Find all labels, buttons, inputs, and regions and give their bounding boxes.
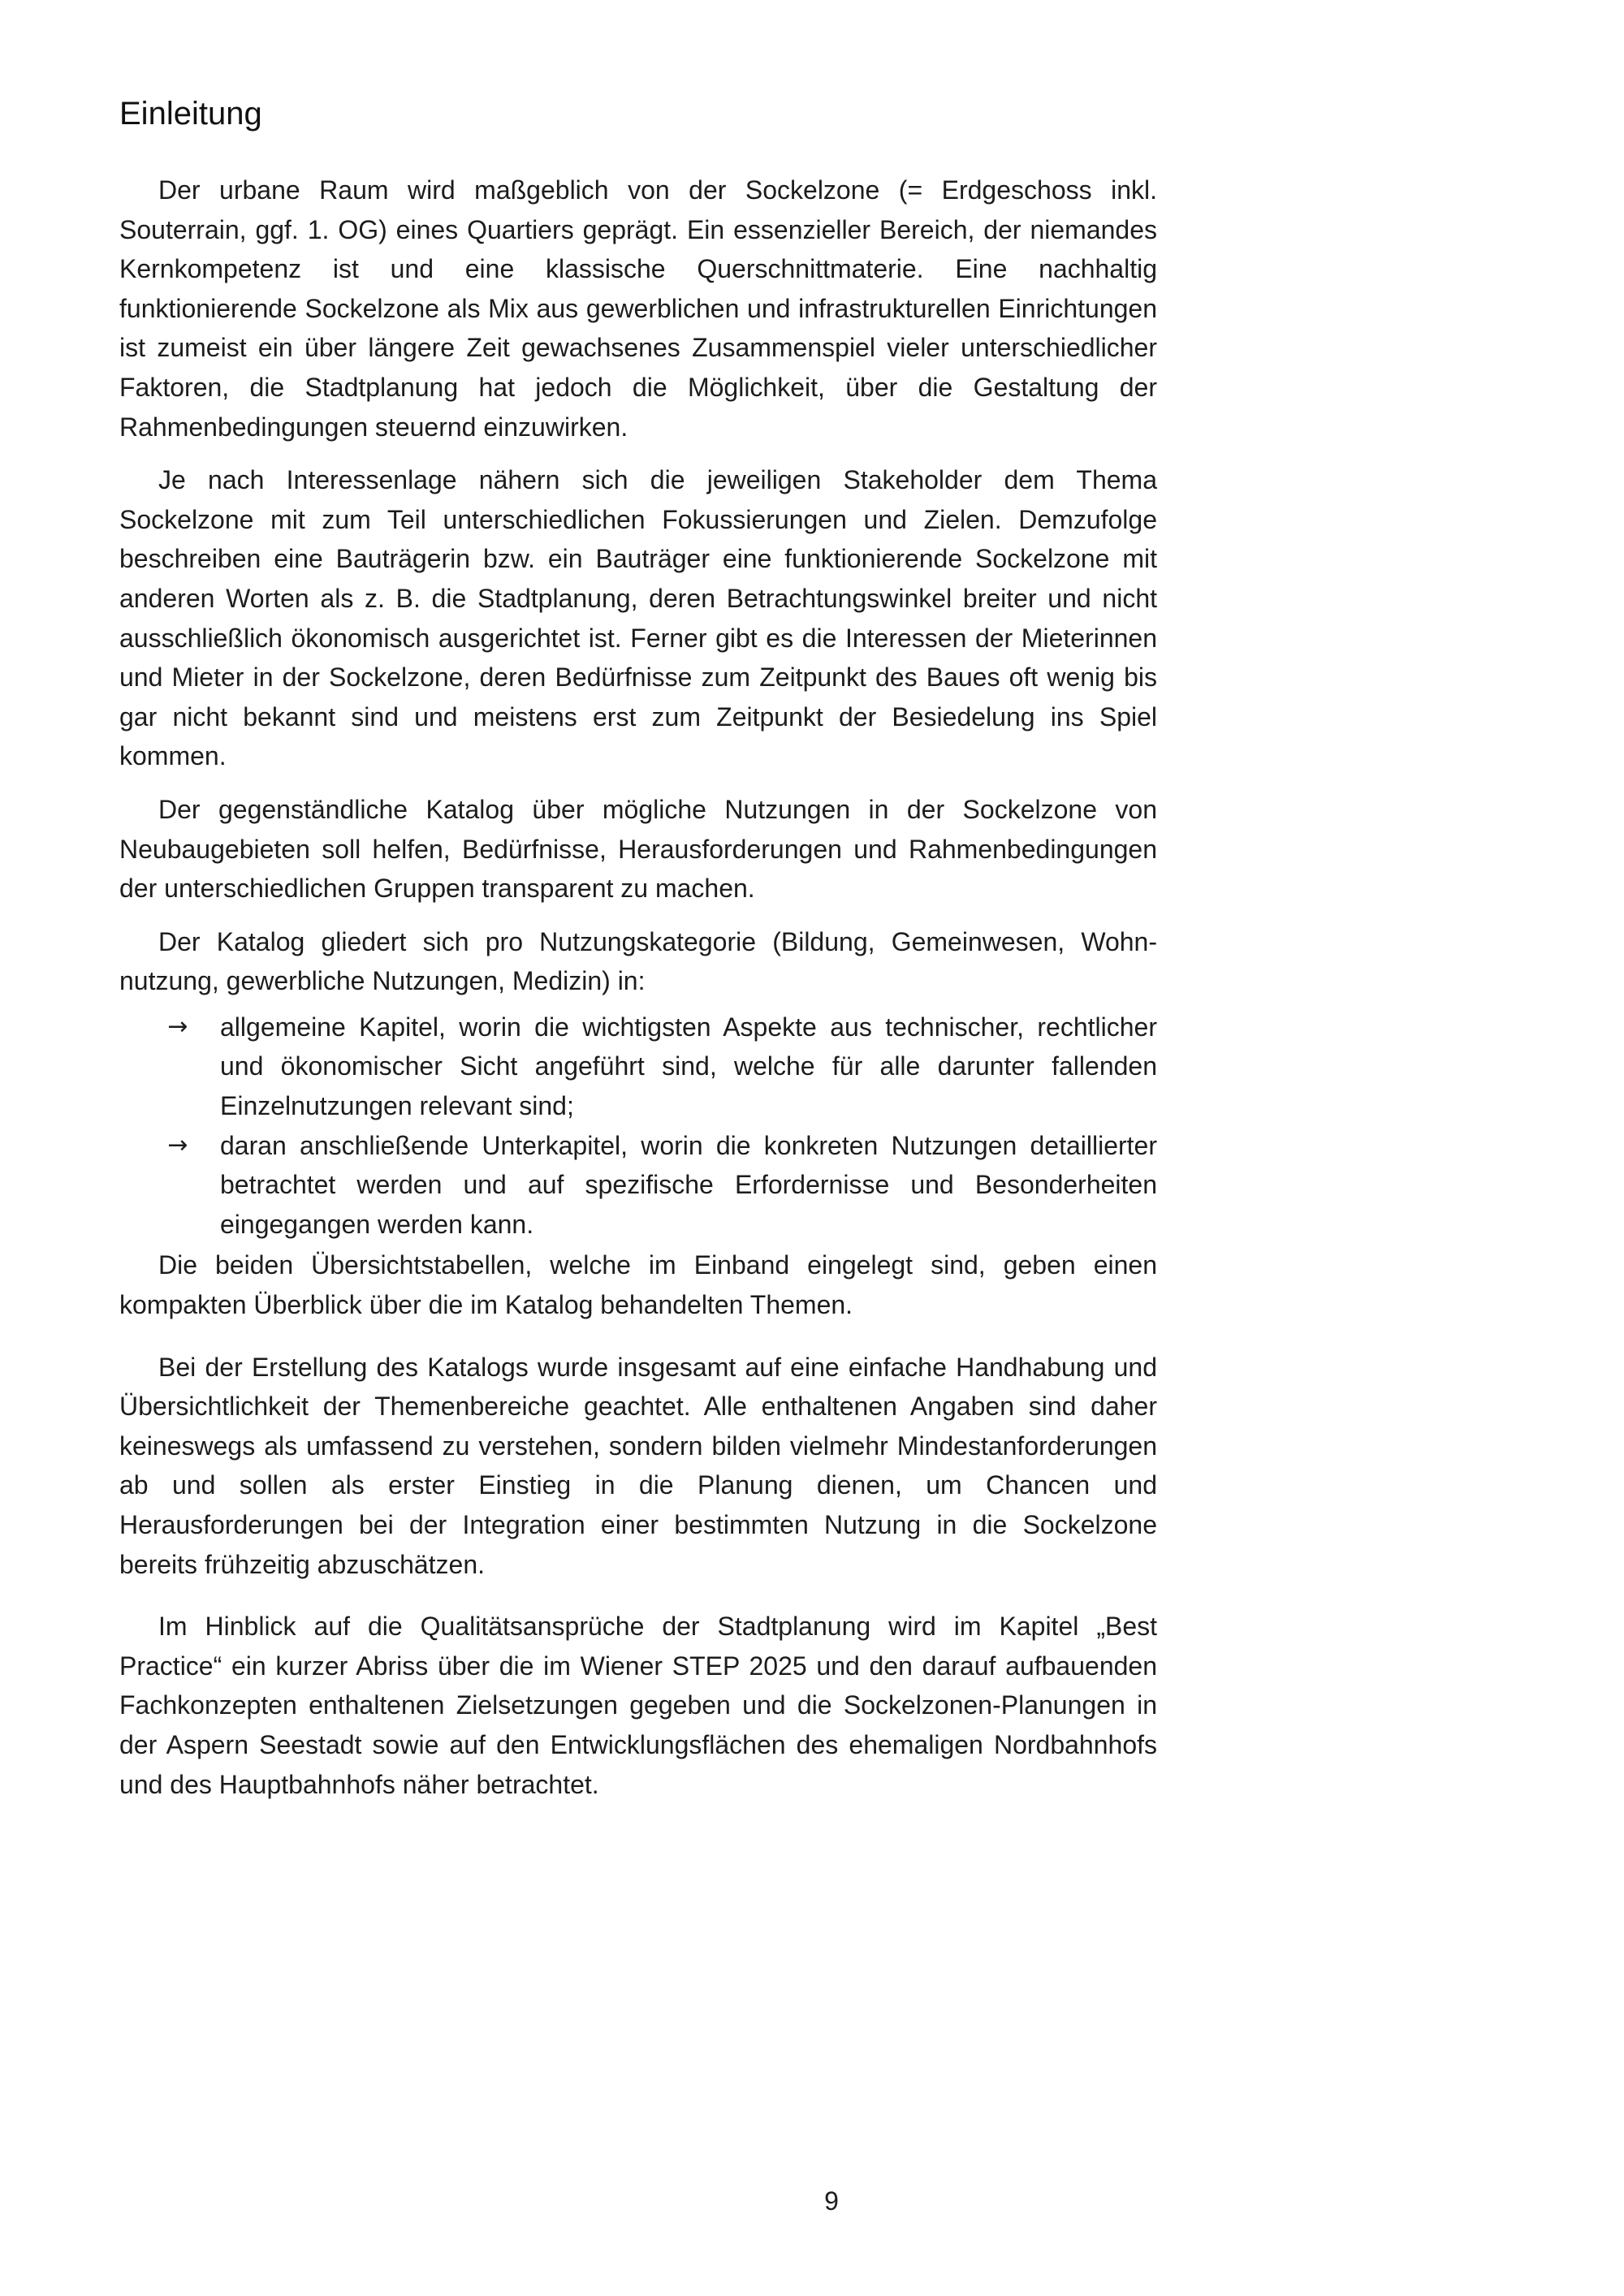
paragraph-catalog-purpose: Der gegenständliche Katalog über mögliche Nutzungen in der Sockelzone von Neubaugebieten soll helfen, Bedürfnisse, Herausforderungen und Rahmenbedingungen der unterschiedlichen Gruppen transparent zu machen. (119, 794, 1157, 904)
list-item-text: daran anschließende Unterkapitel, worin die konkreten Nutzungen detaillierter betrachtet werden und auf spezifische Erfordernisse und Besonderheiten eingegangen werden kann. (220, 1130, 1157, 1239)
paragraph-catalog-structure: Der Katalog gliedert sich pro Nutzungskategorie (Bildung, Gemeinwesen, Wohnnutzung, gewerbliche Nutzungen, Medizin) in: (119, 926, 1157, 996)
section-heading: Einleitung (119, 96, 262, 132)
structure-list (119, 1008, 1157, 1245)
paragraph-handling: Bei der Erstellung des Katalogs wurde insgesamt auf eine einfache Handhabung und Übersichtlichkeit der Themenbereiche geachtet. Alle enthaltenen Angaben sind daher keineswegs als umfassend zu verstehen, sondern bilden vielmehr Mindestanforderungen ab und sollen als erster Einstieg in die Planung dienen, um Chancen und Herausforderungen bei der Integration einer bestimmten Nutzung in die Sockelzone bereits frühzeitig abzuschätzen. (119, 1352, 1157, 1579)
paragraph-intro: Der urbane Raum wird maßgeblich von der Sockelzone (= Erdgeschoss inkl. Souterrain, ggf. 1. OG) eines Quartiers geprägt. Ein essenzieller Bereich, der niemandes Kernkompetenz ist und eine klassische Querschnittmaterie. Eine nachhaltig funktionierende Sockelzone als Mix aus gewerblichen und infrastrukturellen Einrichtungen ist zumeist ein über längere Zeit gewachsenes Zusammenspiel vieler unterschiedlicher Faktoren, die Stadtplanung hat jedoch die Möglichkeit, über die Gestaltung der Rahmenbedingungen steuernd einzuwirken. (119, 175, 1157, 442)
paragraph-stakeholders: Je nach Interessenlage nähern sich die jeweiligen Stakeholder dem Thema Sockelzone mit zum Teil unterschiedlichen Fokussierungen und Zielen. Demzufolge beschreiben eine Bauträgerin bzw. ein Bauträger eine funktionierende Sockelzone mit anderen Worten als z. B. die Stadtplanung, deren Betrachtungswinkel breiter und nicht ausschließlich ökonomisch ausgerichtet ist. Ferner gibt es die Interessen der Mieterinnen und Mieter in der Sockelzone, deren Bedürfnisse zum Zeitpunkt des Baues oft wenig bis gar nicht bekannt sind und meistens erst zum Zeitpunkt der Besiedelung ins Spiel kommen. (119, 465, 1157, 771)
arrow-right-icon: → (167, 1130, 188, 1159)
list-item (119, 1008, 1157, 1126)
page-number: 9 (824, 2186, 839, 2216)
paragraph-best-practice: Im Hinblick auf die Qualitätsansprüche der Stadtplanung wird im Kapitel „Best Practice“ ein kurzer Abriss über die im Wiener STEP 2025 und den darauf aufbauenden Fachkonzepten enthaltenen Zielsetzungen gegeben und die Sockelzonen-Planungen in der Aspern Seestadt sowie auf den Entwicklungsflächen des ehemaligen Nordbahnhofs und des Hauptbahnhofs näher betrachtet. (119, 1612, 1157, 1799)
arrow-right-icon: → (167, 1012, 188, 1041)
list-item (119, 1126, 1157, 1245)
list-item-text: allgemeine Kapitel, worin die wichtigsten Aspekte aus technischer, rechtlicher und ökonomischer Sicht angeführt sind, welche für alle darunter fallenden Einzelnutzungen relevant sind; (220, 1012, 1157, 1121)
paragraph-overview-tables: Die beiden Übersichtstabellen, welche im Einband eingelegt sind, geben einen kompakten Überblick über die im Katalog behandelten Themen. (119, 1250, 1157, 1320)
body-text (119, 170, 1157, 1818)
